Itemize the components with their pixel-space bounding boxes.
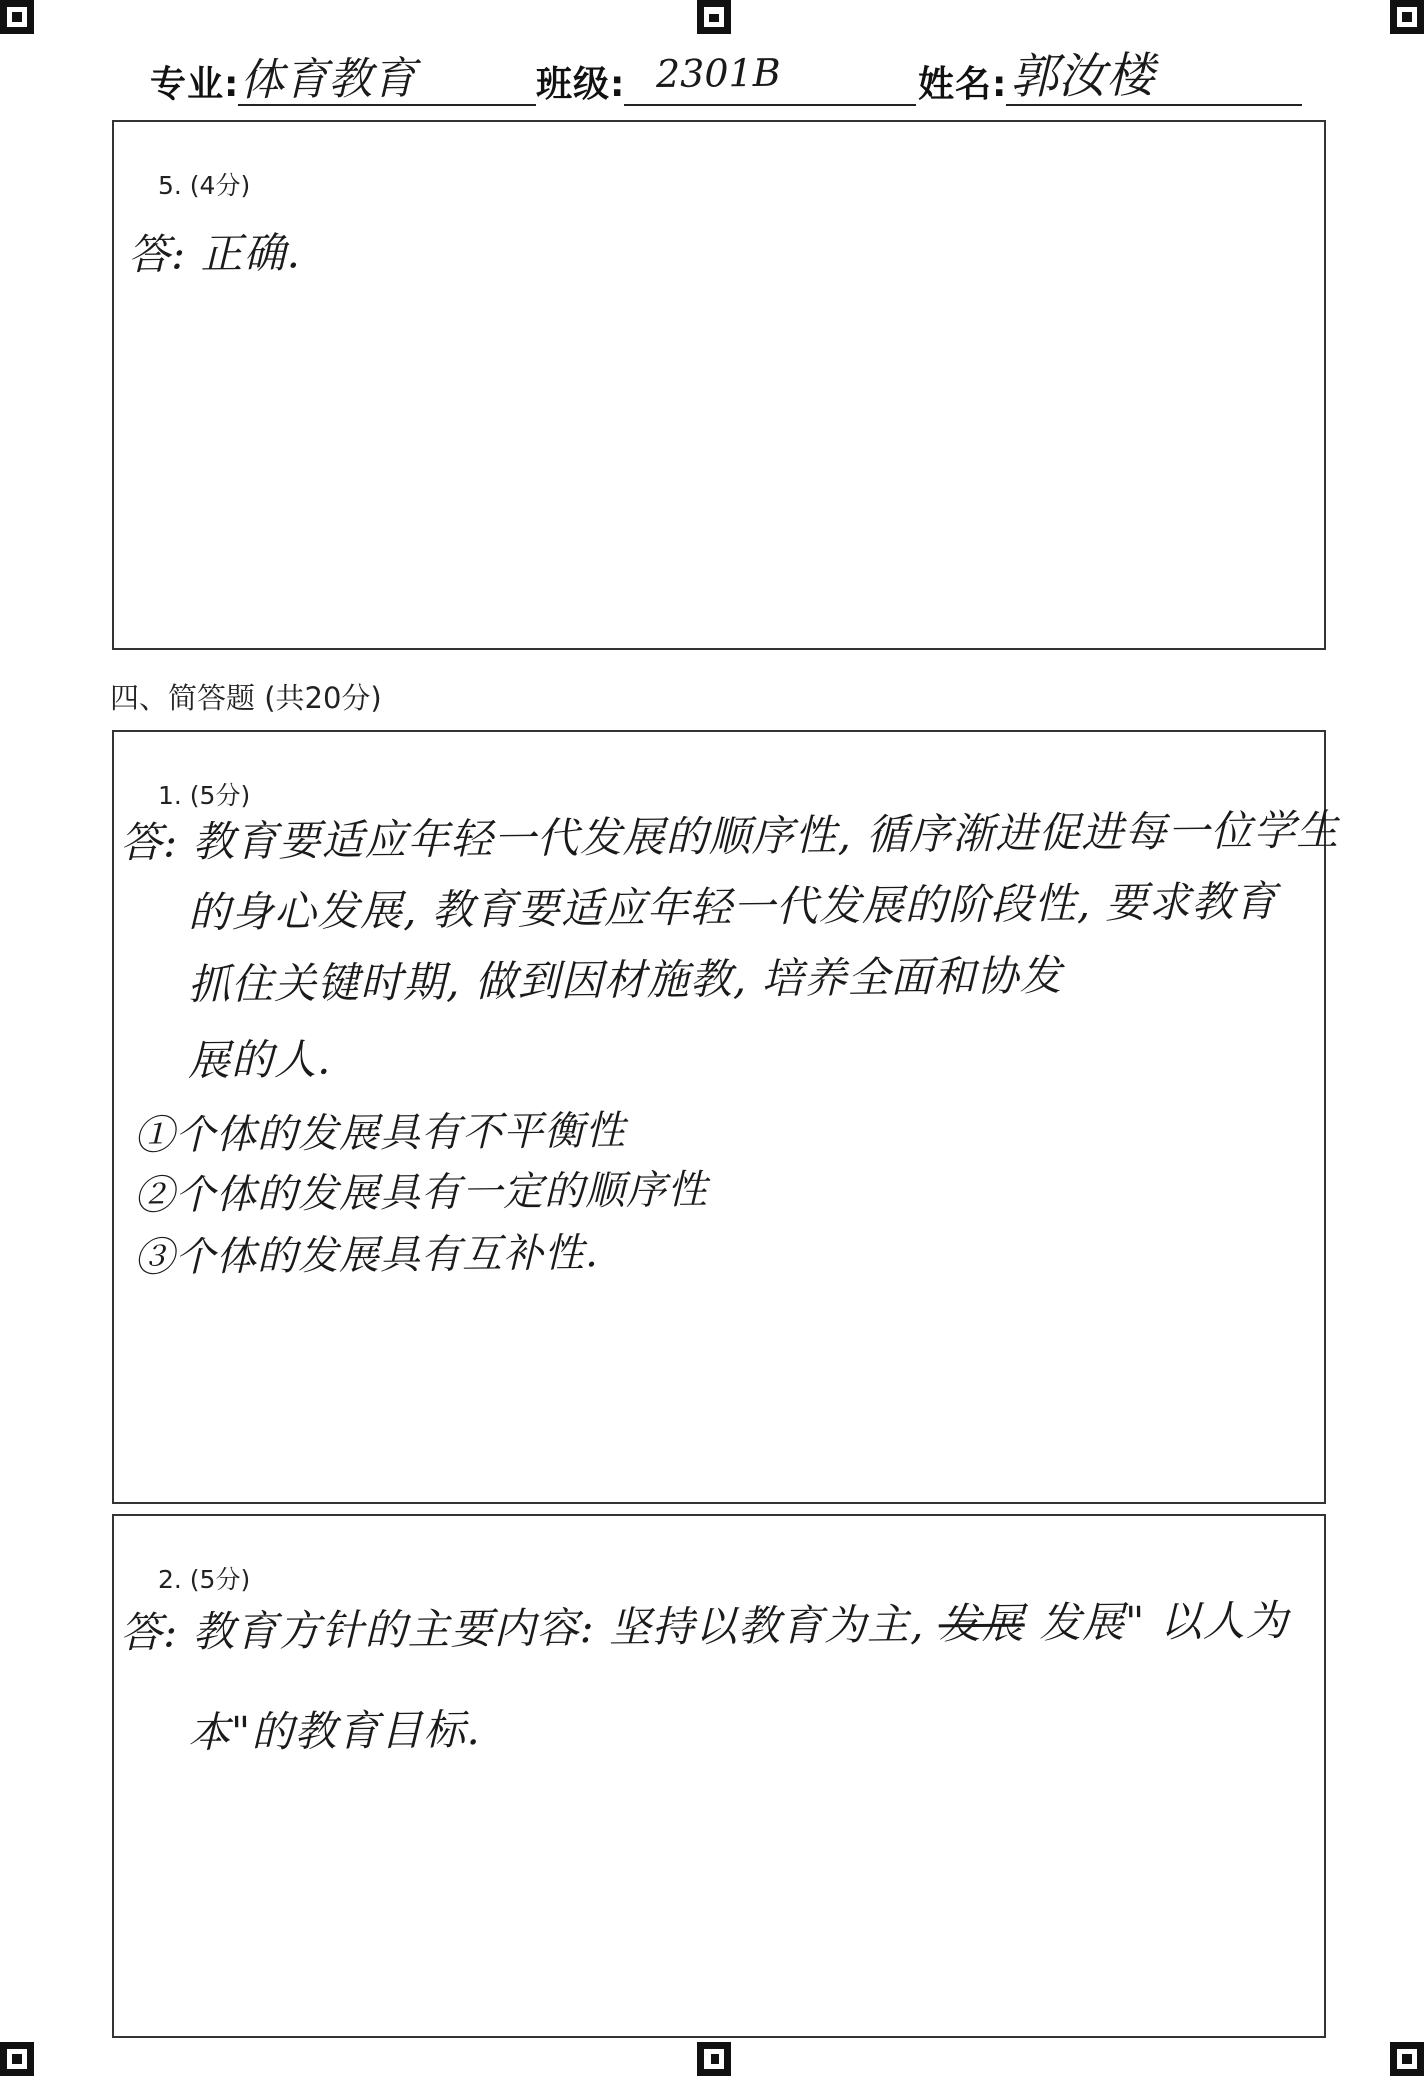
major-value: 体育教育 (239, 53, 417, 106)
answer-line-1: 答: 教育要适应年轻一代发展的顺序性, 循序渐进促进每一位学生 (119, 805, 1340, 867)
corner-marker-bottom-center (697, 2042, 731, 2076)
question-number: 1. (5分) (158, 781, 251, 810)
answer-box-q1 (112, 730, 1340, 1504)
corner-marker-bottom-left (0, 2042, 34, 2076)
class-label: 班级: (536, 64, 626, 105)
question-number: 5. (4分) (158, 171, 251, 200)
answer-box-q5 (112, 120, 1326, 650)
corner-marker-top-center (697, 0, 731, 34)
question-number: 2. (5分) (158, 1565, 251, 1594)
answer-point-2: ②个体的发展具有一定的顺序性 (133, 1166, 709, 1219)
name-underline (1006, 104, 1302, 106)
answer-line-2: 本"的教育目标. (187, 1704, 481, 1757)
section-title: 四、简答题 (共20分) (110, 681, 382, 715)
crossed-out-text: 发展 (938, 1598, 1025, 1649)
answer-line-3: 抓住关键时期, 做到因材施教, 培养全面和协发 (187, 950, 1063, 1009)
answer-box-q2 (112, 1514, 1326, 2038)
major-label: 专业: (150, 64, 240, 105)
name-value: 郭汝楼 (1009, 47, 1155, 105)
answer-text: 答: 教育方针的主要内容: 坚持以教育为主, (119, 1599, 925, 1657)
answer-text: 答: 正确. (127, 228, 302, 279)
answer-line-1 (120, 1588, 1289, 1660)
major-underline (238, 104, 536, 106)
corner-marker-top-left (0, 0, 34, 34)
answer-line-4: 展的人. (187, 1034, 332, 1085)
answer-point-1: ①个体的发展具有不平衡性 (133, 1107, 627, 1159)
corner-marker-top-right (1390, 0, 1424, 34)
answer-point-3: ③个体的发展具有互补性. (133, 1230, 599, 1281)
name-label: 姓名: (918, 64, 1008, 105)
class-value: 2301B (655, 50, 781, 96)
answer-text: 发展" 以人为 (1038, 1595, 1289, 1648)
class-underline (624, 104, 916, 106)
corner-marker-bottom-right (1390, 2042, 1424, 2076)
answer-line-2: 的身心发展, 教育要适应年轻一代发展的阶段性, 要求教育 (187, 876, 1278, 937)
